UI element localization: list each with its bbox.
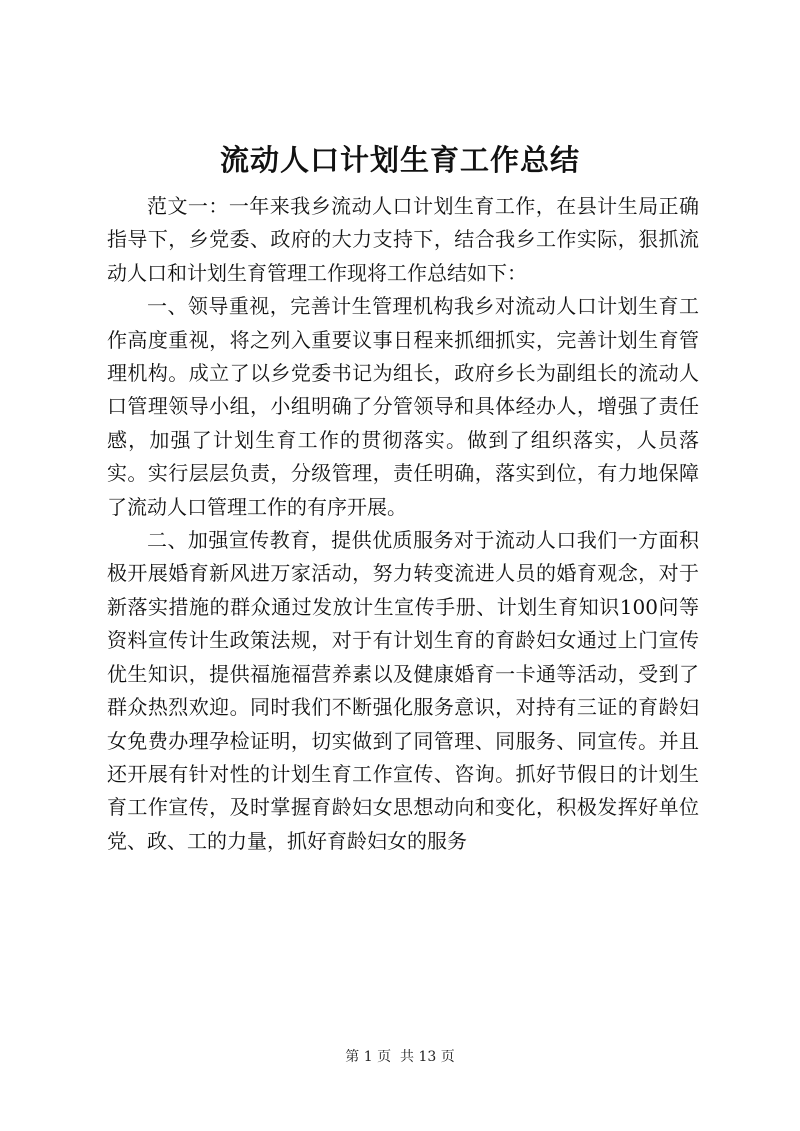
document-title: 流动人口计划生育工作总结 xyxy=(219,143,580,177)
page-number: 第 1 页 共 13 页 xyxy=(345,1049,455,1065)
paragraph-section-2: 二、加强宣传教育，提供优质服务对于流动人口我们一方面积极开展婚育新风进万家活动，努力转变流进人员的婚育观念，对于新落实措施的群众通过发放计生宣传手册、计划生育知识100问等资料宣传计生政策法规，对于有计划生育的育龄妇女通过上门宣传优生知识，提供福施福营养素以及健康婚育一卡通等活动，受到了群众热烈欢迎。同时我们不断强化服务意识，对持有三证的育龄妇女免费办理孕检证明，切实做到了同管理、同服务、同宣传。并且还开展有针对性的计划生育工作宣传、咨询。抓好节假日的计划生育工作宣传，及时掌握育龄妇女思想动向和变化，积极发挥好单位党、政、工的力量，抓好育龄妇女的服务 xyxy=(107,528,699,853)
paragraph-section-1: 一、领导重视，完善计生管理机构我乡对流动人口计划生育工作高度重视，将之列入重要议事日程来抓细抓实，完善计划生育管理机构。成立了以乡党委书记为组长，政府乡长为副组长的流动人口管理领导小组，小组明确了分管领导和具体经办人，增强了责任感，加强了计划生育工作的贯彻落实。做到了组织落实，人员落实。实行层层负责，分级管理，责任明确，落实到位，有力地保障了流动人口管理工作的有序开展。 xyxy=(107,294,699,519)
document-body xyxy=(107,190,699,858)
page-footer xyxy=(0,1048,800,1066)
paragraph-intro: 范文一：一年来我乡流动人口计划生育工作，在县计生局正确指导下，乡党委、政府的大力支持下，结合我乡工作实际，狠抓流动人口和计划生育管理工作现将工作总结如下： xyxy=(107,194,699,285)
